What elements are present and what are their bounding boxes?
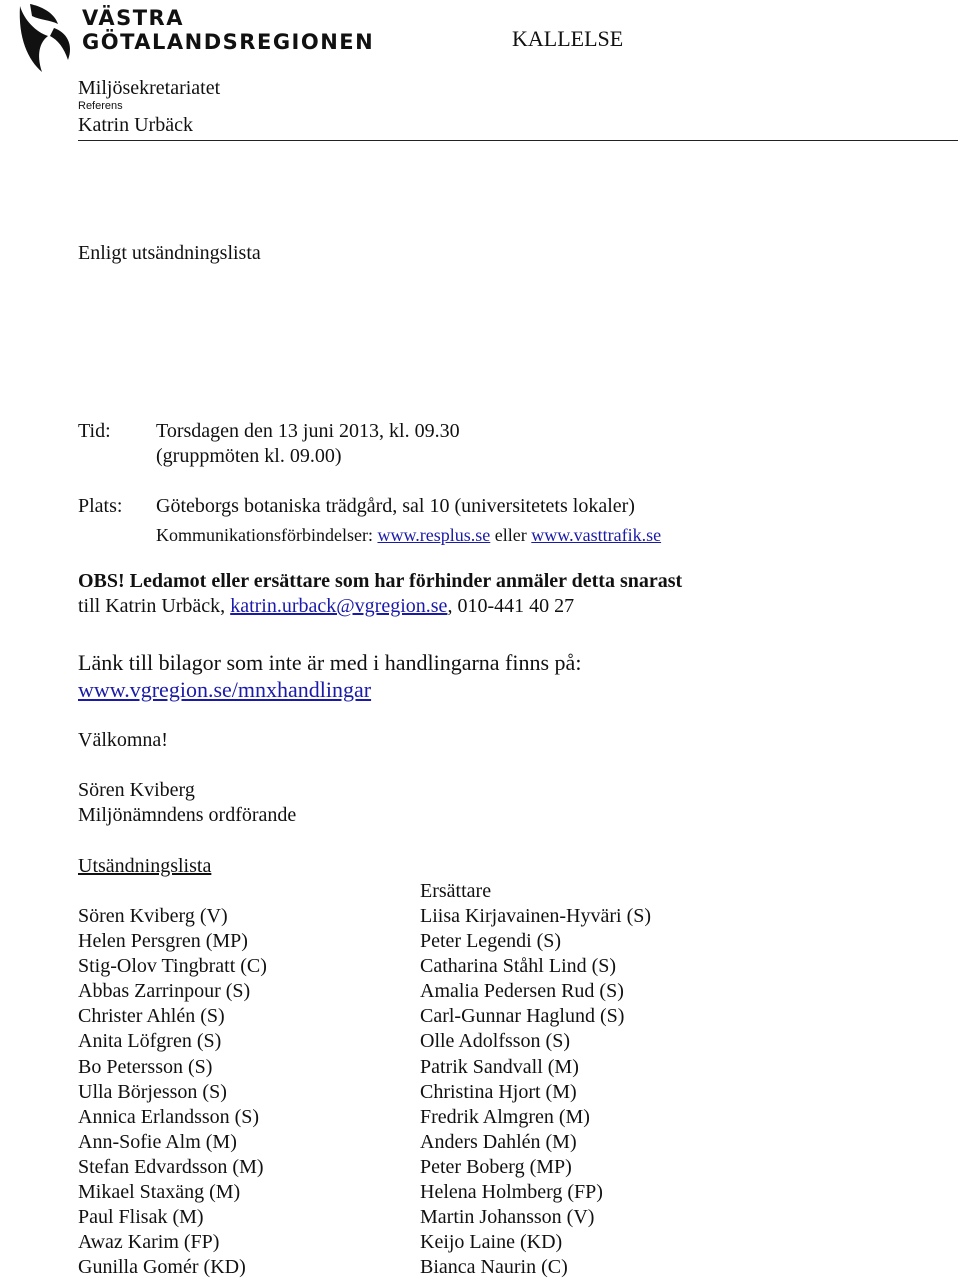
distribution-heading: Utsändningslista xyxy=(78,855,212,877)
email-link[interactable]: katrin.urback@vgregion.se xyxy=(230,595,448,617)
attachments-link[interactable]: www.vgregion.se/mnxhandlingar xyxy=(78,677,372,702)
time-line2: (gruppmöten kl. 09.00) xyxy=(156,445,342,467)
list-item: Liisa Kirjavainen-Hyväri (S) xyxy=(420,905,652,927)
list-item: Patrik Sandvall (M) xyxy=(420,1055,579,1078)
members-list xyxy=(78,904,267,1280)
header-divider xyxy=(78,140,958,141)
list-item: Annica Erlandsson (S) xyxy=(78,1105,260,1128)
transport-or: eller xyxy=(494,525,527,545)
place-label: Plats: xyxy=(78,495,123,517)
list-item: Peter Legendi (S) xyxy=(420,930,562,953)
list-item: Christina Hjort (M) xyxy=(420,1080,577,1103)
resplus-link[interactable]: www.resplus.se xyxy=(377,525,491,545)
list-item: Anders Dahlén (M) xyxy=(420,1130,577,1153)
place: Göteborgs botaniska trädgård, sal 10 (universitetets lokaler) xyxy=(156,495,635,517)
list-item: Sören Kviberg (V) xyxy=(78,905,228,927)
vasttrafik-link[interactable]: www.vasttrafik.se xyxy=(531,525,662,545)
list-item: Stig-Olov Tingbratt (C) xyxy=(78,955,267,978)
time-line1: Torsdagen den 13 juni 2013, kl. 09.30 xyxy=(156,420,460,442)
list-item: Martin Johansson (V) xyxy=(420,1206,595,1229)
department: Miljösekretariatet xyxy=(78,77,221,99)
logo-line1: VÄSTRA xyxy=(82,6,184,30)
list-item: Helen Persgren (MP) xyxy=(78,930,248,953)
list-item: Peter Boberg (MP) xyxy=(420,1155,572,1178)
list-item: Catharina Ståhl Lind (S) xyxy=(420,955,617,978)
document-type: KALLELSE xyxy=(512,26,624,51)
recipient: Enligt utsändningslista xyxy=(78,242,261,264)
list-item: Abbas Zarrinpour (S) xyxy=(78,980,251,1003)
list-item: Awaz Karim (FP) xyxy=(78,1231,220,1254)
list-item: Bianca Naurin (C) xyxy=(420,1256,568,1279)
list-item: Mikael Staxäng (M) xyxy=(78,1181,241,1204)
vgr-emblem-icon xyxy=(14,2,78,74)
list-item: Fredrik Almgren (M) xyxy=(420,1105,590,1128)
signature-name: Sören Kviberg xyxy=(78,779,195,801)
transport-label: Kommunikationsförbindelser: xyxy=(156,525,373,545)
logo-line2: GÖTALANDSREGIONEN xyxy=(82,30,375,54)
list-item: Gunilla Gomér (KD) xyxy=(78,1256,246,1279)
welcome: Välkomna! xyxy=(78,729,168,751)
list-item: Amalia Pedersen Rud (S) xyxy=(420,980,624,1003)
list-item: Anita Löfgren (S) xyxy=(78,1030,222,1053)
list-item: Bo Petersson (S) xyxy=(78,1055,213,1078)
reference-label: Referens xyxy=(78,100,123,112)
attachments-text: Länk till bilagor som inte är med i handlingarna finns på: xyxy=(78,650,582,675)
phone: , 010-441 40 27 xyxy=(447,595,575,617)
notice-line1: OBS! Ledamot eller ersättare som har förhinder anmäler detta snarast xyxy=(78,570,683,592)
list-item: Carl-Gunnar Haglund (S) xyxy=(420,1005,625,1028)
time-label: Tid: xyxy=(78,420,111,442)
notice-prefix: till Katrin Urbäck, xyxy=(78,595,226,617)
vgr-logo xyxy=(14,2,375,74)
list-item: Ann-Sofie Alm (M) xyxy=(78,1130,237,1153)
list-item: Ulla Börjesson (S) xyxy=(78,1080,227,1103)
list-item: Olle Adolfsson (S) xyxy=(420,1030,570,1053)
list-item: Christer Ahlén (S) xyxy=(78,1005,225,1028)
signature-title: Miljönämndens ordförande xyxy=(78,804,297,826)
list-item: Helena Holmberg (FP) xyxy=(420,1181,603,1204)
reference-name: Katrin Urbäck xyxy=(78,114,193,136)
substitutes-heading: Ersättare xyxy=(420,880,492,902)
list-item: Keijo Laine (KD) xyxy=(420,1231,563,1254)
transport-line xyxy=(156,525,661,546)
substitutes-list xyxy=(420,904,651,1280)
notice-line2 xyxy=(78,595,574,618)
list-item: Paul Flisak (M) xyxy=(78,1206,204,1229)
list-item: Stefan Edvardsson (M) xyxy=(78,1155,264,1178)
